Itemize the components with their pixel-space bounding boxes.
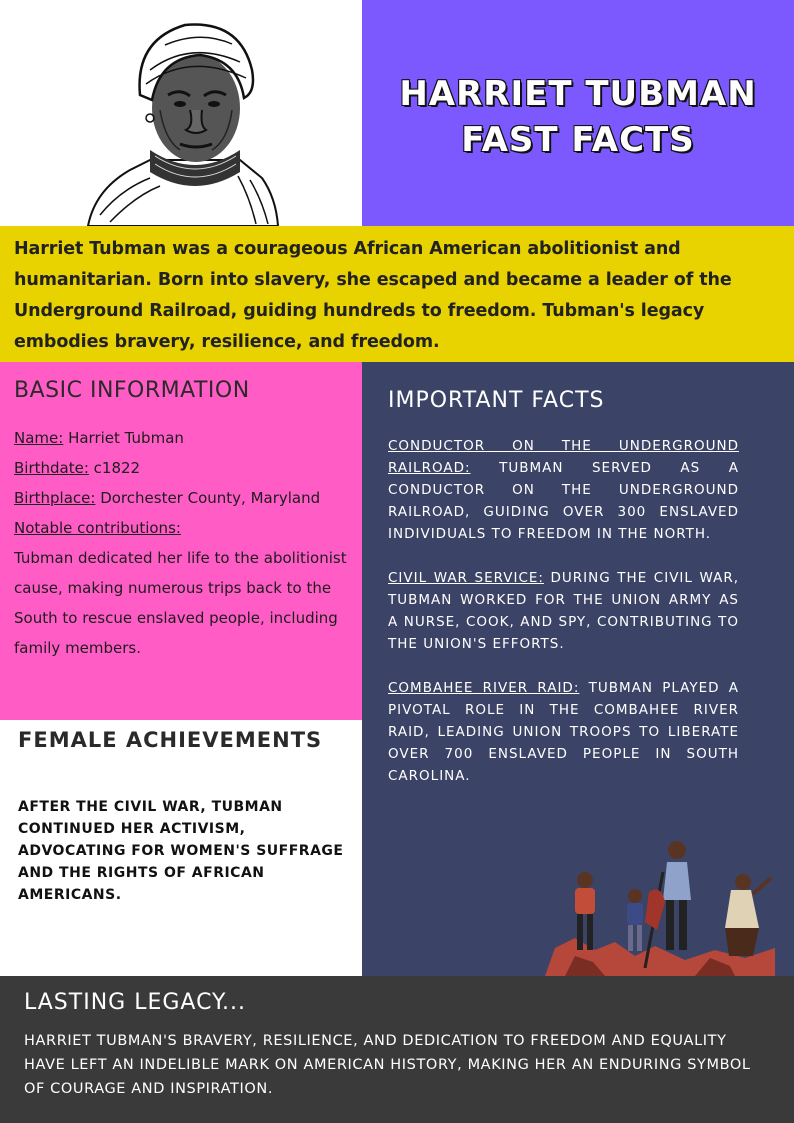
fact-label: CIVIL WAR SERVICE: (388, 570, 544, 586)
lasting-legacy-section (0, 976, 794, 1123)
fact-label: COMBAHEE RIVER RAID: (388, 680, 580, 696)
harriet-tubman-portrait-icon (0, 0, 362, 226)
birthdate-label: Birthdate: (14, 459, 89, 477)
important-facts-heading: IMPORTANT FACTS (388, 388, 605, 413)
intro-text: Harriet Tubman was a courageous African American abolitionist and humanitarian. Born into slavery, she escaped and became a leader of the Underground Railroad, guiding hundreds to freedom. Tubman's legacy embodies bravery, resilience, and freedom. (14, 239, 732, 352)
lasting-legacy-text: HARRIET TUBMAN'S BRAVERY, RESILIENCE, AND DEDICATION TO FREEDOM AND EQUALITY HAVE LEFT AN INDELIBLE MARK ON AMERICAN HISTORY, MAKING HER AN ENDURING SYMBOL OF COURAGE AND INSPIRATION. (24, 1033, 751, 1097)
basic-information-heading: BASIC INFORMATION (14, 378, 250, 403)
title-block (362, 0, 794, 226)
birthdate-row (14, 453, 348, 483)
birthplace-value: Dorchester County, Maryland (95, 489, 321, 507)
contributions-label: Notable contributions: (14, 519, 181, 537)
name-row (14, 423, 348, 453)
birthdate-value: c1822 (88, 459, 141, 477)
fact-item (388, 435, 739, 545)
basic-information-section (0, 362, 362, 720)
fact-label: CONDUCTOR ON THE UNDERGROUND RAILROAD: (388, 438, 739, 476)
people-walking-icon (545, 838, 775, 976)
contributions-row (14, 513, 348, 543)
name-label: Name: (14, 429, 64, 447)
fact-text: TUBMAN SERVED AS A CONDUCTOR ON THE UNDERGROUND RAILROAD, GUIDING OVER 300 ENSLAVED INDIVIDUALS TO FREEDOM IN THE NORTH. (388, 460, 739, 542)
birthplace-row (14, 483, 348, 513)
birthplace-label: Birthplace: (14, 489, 96, 507)
portrait-illustration (0, 0, 362, 226)
female-achievements-heading: FEMALE ACHIEVEMENTS (18, 728, 323, 752)
freedom-march-illustration (545, 838, 775, 976)
female-achievements-text: AFTER THE CIVIL WAR, TUBMAN CONTINUED HER ACTIVISM, ADVOCATING FOR WOMEN'S SUFFRAGE AND THE RIGHTS OF AFRICAN AMERICANS. (18, 799, 344, 903)
page-title-line-1: HARRIET TUBMAN (399, 74, 757, 114)
lasting-legacy-heading: LASTING LEGACY... (24, 990, 247, 1015)
page-title-line-2: FAST FACTS (461, 120, 695, 160)
name-value: Harriet Tubman (63, 429, 184, 447)
intro-band (0, 226, 794, 362)
fact-item (388, 567, 739, 655)
contributions-value: Tubman dedicated her life to the abolitionist cause, making numerous trips back to the South to rescue enslaved people, including family members. (14, 549, 347, 657)
female-achievements-section (0, 720, 362, 976)
fact-text: DURING THE CIVIL WAR, TUBMAN WORKED FOR THE UNION ARMY AS A NURSE, COOK, AND SPY, CONTRIBUTING TO THE UNION'S EFFORTS. (388, 570, 740, 652)
fact-text: TUBMAN PLAYED A PIVOTAL ROLE IN THE COMBAHEE RIVER RAID, LEADING UNION TROOPS TO LIBERATE OVER 700 ENSLAVED PEOPLE IN SOUTH CAROLINA. (388, 680, 739, 784)
fact-item (388, 677, 739, 787)
